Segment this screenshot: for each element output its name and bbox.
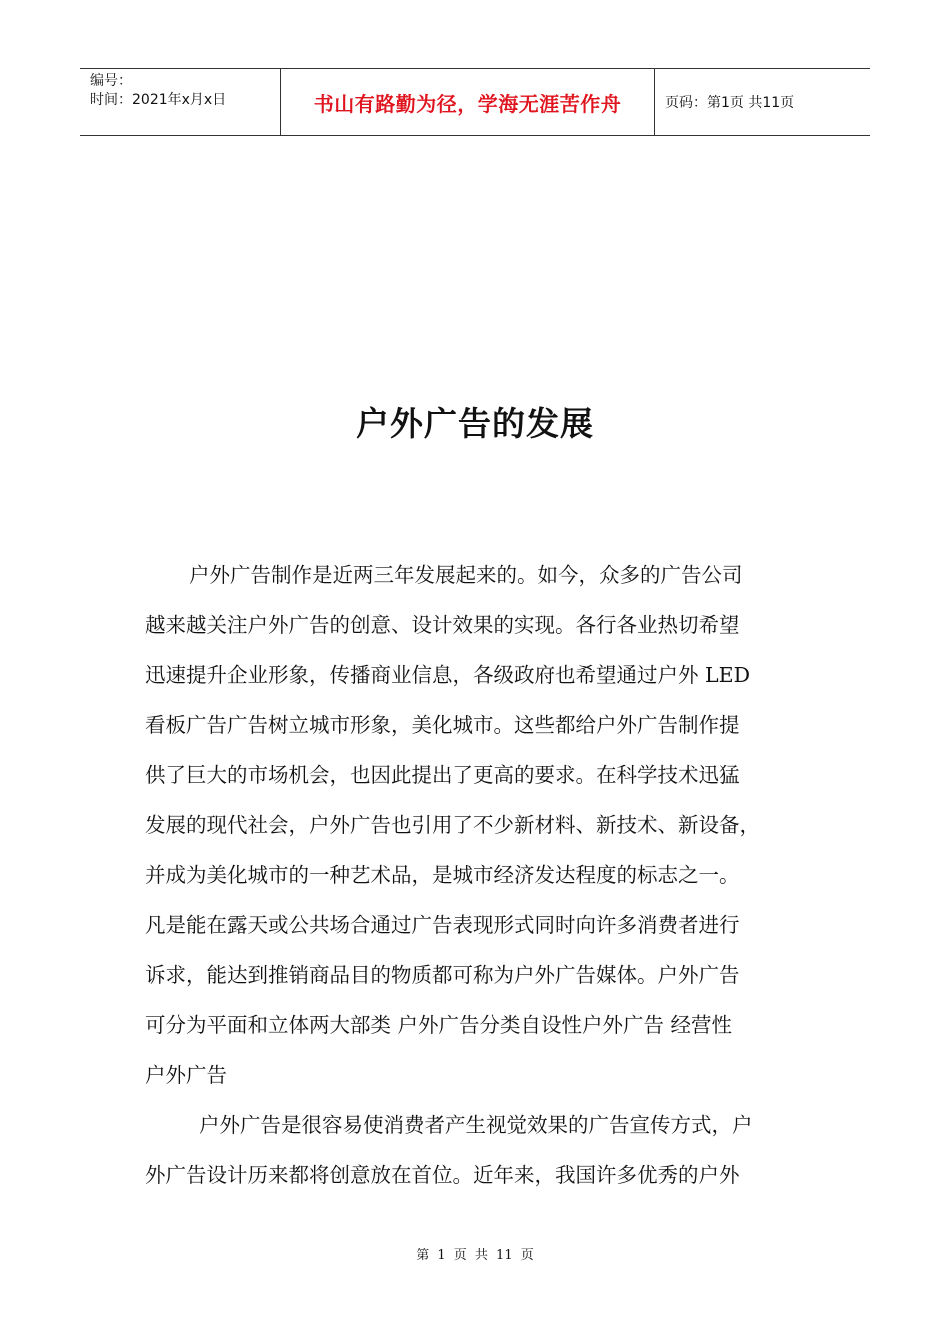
header-page-indicator: 页码：第1页 共11页 bbox=[665, 95, 795, 111]
paragraph-line: 越来越关注户外广告的创意、设计效果的实现。各行各业热切希望 bbox=[145, 613, 740, 637]
paragraph-line: 迅速提升企业形象，传播商业信息，各级政府也希望通过户外 LED bbox=[145, 663, 751, 687]
document-number-label: 编号： bbox=[90, 73, 132, 89]
document-date-label: 时间：2021年x月x日 bbox=[90, 92, 227, 108]
page-footer: 第 1 页 共 11 页 bbox=[416, 1248, 534, 1263]
paragraph-line: 诉求，能达到推销商品目的物质都可称为户外广告媒体。户外广告 bbox=[145, 963, 740, 987]
header-meta-cell bbox=[80, 69, 281, 135]
paragraph-line: 外广告设计历来都将创意放在首位。近年来，我国许多优秀的户外 bbox=[145, 1163, 740, 1187]
document-title: 户外广告的发展 bbox=[356, 404, 594, 443]
paragraph-line: 户外广告是很容易使消费者产生视觉效果的广告宣传方式，户 bbox=[199, 1113, 753, 1137]
paragraph-line: 凡是能在露天或公共场合通过广告表现形式同时向许多消费者进行 bbox=[145, 913, 740, 937]
paragraph-line: 可分为平面和立体两大部类 户外广告分类自设性户外广告 经营性 bbox=[145, 1013, 733, 1037]
page-header bbox=[80, 68, 870, 136]
paragraph-line: 户外广告 bbox=[145, 1063, 227, 1087]
paragraph-line: 并成为美化城市的一种艺术品，是城市经济发达程度的标志之一。 bbox=[145, 863, 740, 887]
document-body bbox=[145, 550, 800, 1200]
paragraph-line: 看板广告广告树立城市形象，美化城市。这些都给户外广告制作提 bbox=[145, 713, 740, 737]
header-motto: 书山有路勤为径，学海无涯苦作舟 bbox=[281, 69, 655, 135]
paragraph-line: 发展的现代社会，户外广告也引用了不少新材料、新技术、新设备， bbox=[145, 813, 760, 837]
paragraph-line: 供了巨大的市场机会，也因此提出了更高的要求。在科学技术迅猛 bbox=[145, 763, 740, 787]
paragraph-line: 户外广告制作是近两三年发展起来的。如今，众多的广告公司 bbox=[189, 563, 743, 587]
